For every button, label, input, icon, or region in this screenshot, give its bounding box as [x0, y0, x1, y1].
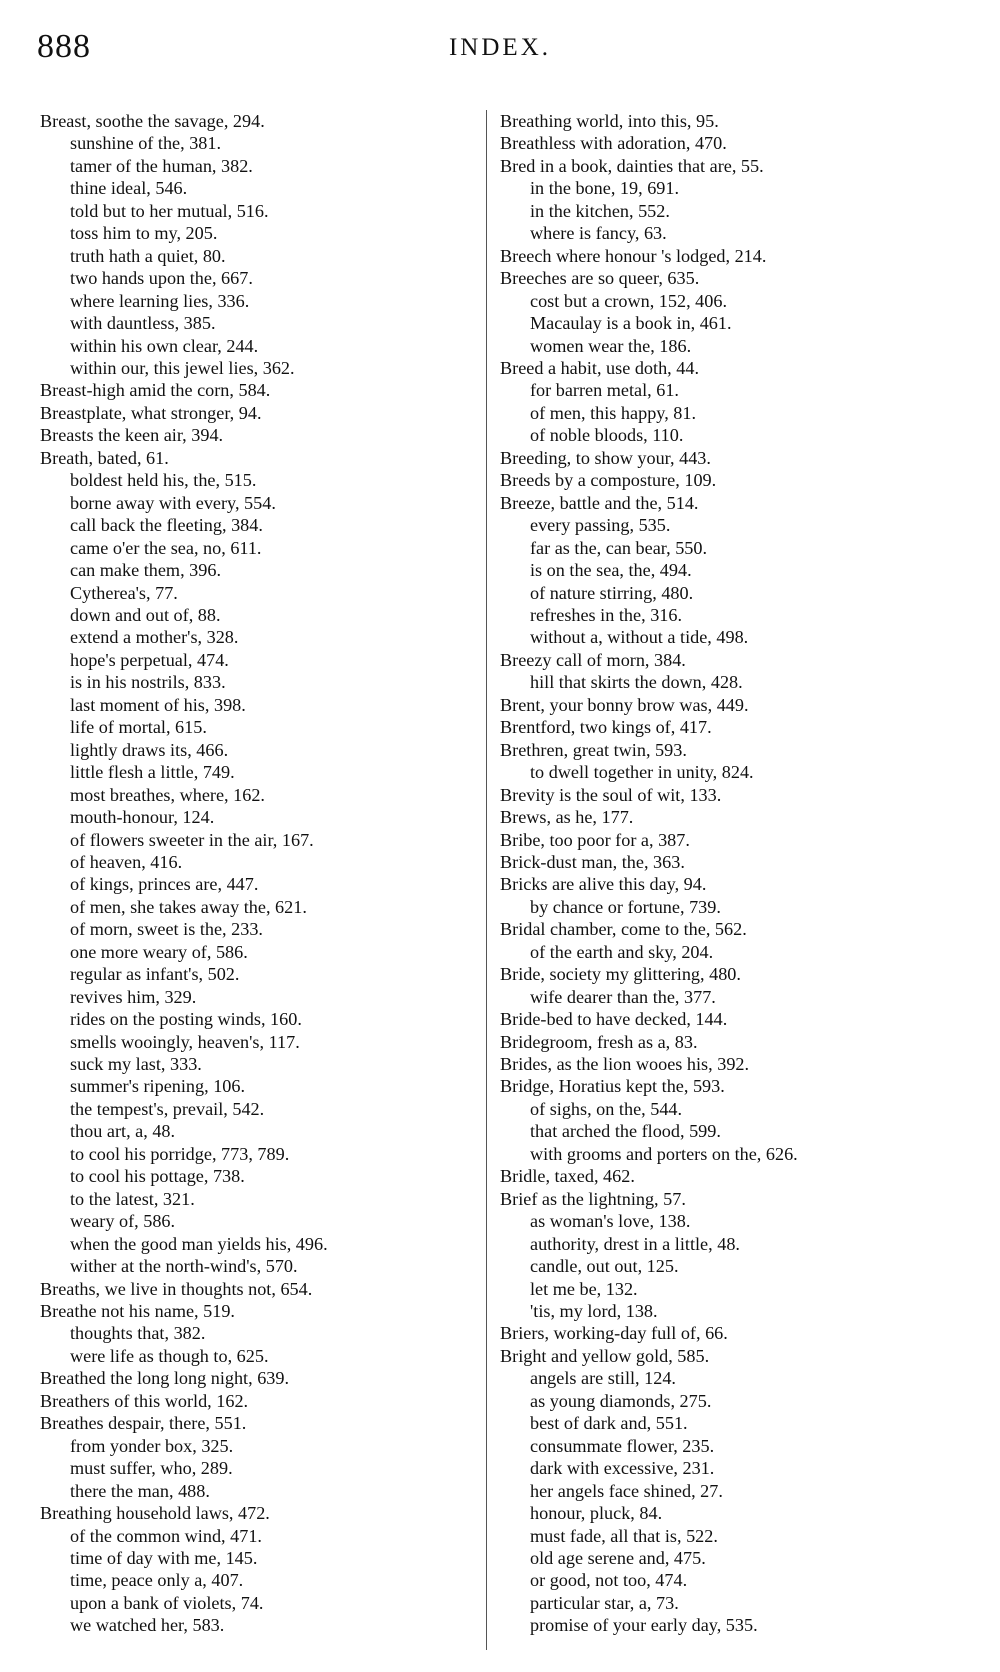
index-subentry: of heaven, 416. — [70, 851, 183, 872]
index-column-left — [40, 110, 470, 1637]
index-subentry: women wear the, 186. — [530, 335, 692, 356]
index-entry: Breeding, to show your, 443. — [500, 447, 711, 468]
index-subentry: weary of, 586. — [70, 1211, 176, 1232]
index-entry: Breathed the long long night, 639. — [40, 1368, 290, 1389]
index-entry: Brides, as the lion wooes his, 392. — [500, 1054, 750, 1075]
index-subentry: came o'er the sea, no, 611. — [70, 537, 262, 558]
index-subentry: of flowers sweeter in the air, 167. — [70, 829, 314, 850]
index-entry: Breaths, we live in thoughts not, 654. — [40, 1278, 313, 1299]
index-subentry: in the kitchen, 552. — [530, 200, 670, 221]
index-subentry: of kings, princes are, 447. — [70, 874, 259, 895]
index-subentry: revives him, 329. — [70, 986, 197, 1007]
index-subentry: lightly draws its, 466. — [70, 739, 229, 760]
index-subentry: in the bone, 19, 691. — [530, 178, 680, 199]
index-entry: Breeze, battle and the, 514. — [500, 492, 699, 513]
index-subentry: where learning lies, 336. — [70, 290, 250, 311]
index-subentry: refreshes in the, 316. — [530, 604, 683, 625]
index-entry: Bridge, Horatius kept the, 593. — [500, 1076, 725, 1097]
index-subentry: tamer of the human, 382. — [70, 155, 253, 176]
index-subentry: without a, without a tide, 498. — [530, 627, 749, 648]
index-entry: Breech where honour 's lodged, 214. — [500, 245, 767, 266]
index-subentry: for barren metal, 61. — [530, 380, 679, 401]
index-subentry: within his own clear, 244. — [70, 335, 259, 356]
index-entry: Brethren, great twin, 593. — [500, 739, 687, 760]
index-subentry: with dauntless, 385. — [70, 313, 216, 334]
index-entry: Brick-dust man, the, 363. — [500, 851, 685, 872]
index-subentry: hope's perpetual, 474. — [70, 649, 229, 670]
index-subentry: wither at the north-wind's, 570. — [70, 1256, 298, 1277]
index-subentry: authority, drest in a little, 48. — [530, 1233, 740, 1254]
index-subentry: candle, out out, 125. — [530, 1256, 679, 1277]
index-subentry: thoughts that, 382. — [70, 1323, 206, 1344]
index-subentry: where is fancy, 63. — [530, 223, 667, 244]
index-entry: Breast, soothe the savage, 294. — [40, 111, 265, 131]
index-entry: Breathing world, into this, 95. — [500, 111, 719, 131]
index-subentry: time of day with me, 145. — [70, 1548, 258, 1568]
index-subentry: last moment of his, 398. — [70, 694, 246, 715]
index-subentry: promise of your early day, 535. — [530, 1615, 758, 1636]
index-subentry: honour, pluck, 84. — [530, 1503, 663, 1524]
index-subentry: boldest held his, the, 515. — [70, 470, 257, 491]
index-subentry: by chance or fortune, 739. — [530, 896, 721, 917]
index-subentry: most breathes, where, 162. — [70, 784, 265, 805]
index-subentry: truth hath a quiet, 80. — [70, 245, 226, 266]
index-entry: Breasts the keen air, 394. — [40, 425, 224, 446]
page-number: 888 — [37, 28, 91, 65]
index-entry: Breathless with adoration, 470. — [500, 133, 727, 154]
index-entry: Brews, as he, 177. — [500, 807, 634, 828]
index-subentry: thou art, a, 48. — [70, 1121, 176, 1142]
index-entry: Breathes despair, there, 551. — [40, 1413, 247, 1434]
index-entry: Breeches are so queer, 635. — [500, 268, 700, 289]
index-subentry: Macaulay is a book in, 461. — [530, 313, 732, 334]
index-subentry: suck my last, 333. — [70, 1054, 202, 1075]
index-subentry: sunshine of the, 381. — [70, 133, 222, 154]
index-subentry: her angels face shined, 27. — [530, 1480, 723, 1501]
index-subentry: best of dark and, 551. — [530, 1413, 688, 1434]
index-subentry: two hands upon the, 667. — [70, 268, 253, 289]
index-subentry: told but to her mutual, 516. — [70, 200, 269, 221]
index-subentry: there the man, 488. — [70, 1480, 210, 1501]
index-entry: Bride-bed to have decked, 144. — [500, 1009, 728, 1030]
index-subentry: far as the, can bear, 550. — [530, 537, 708, 558]
page-title: INDEX. — [448, 34, 551, 61]
index-subentry: down and out of, 88. — [70, 604, 221, 625]
index-subentry: to the latest, 321. — [70, 1188, 195, 1209]
index-subentry: to cool his porridge, 773, 789. — [70, 1143, 290, 1164]
index-subentry: must suffer, who, 289. — [70, 1458, 233, 1479]
index-subentry: consummate flower, 235. — [530, 1435, 715, 1456]
index-subentry: of men, this happy, 81. — [530, 402, 697, 423]
index-subentry: or good, not too, 474. — [530, 1570, 688, 1591]
index-subentry: smells wooingly, heaven's, 117. — [70, 1031, 300, 1052]
index-subentry: hill that skirts the down, 428. — [530, 672, 743, 693]
index-subentry: with grooms and porters on the, 626. — [530, 1143, 798, 1164]
index-entry: Bred in a book, dainties that are, 55. — [500, 155, 764, 176]
index-subentry: of noble bloods, 110. — [530, 425, 684, 446]
index-entry: Brentford, two kings of, 417. — [500, 717, 712, 738]
index-subentry: little flesh a little, 749. — [70, 762, 235, 783]
index-subentry: Cytherea's, 77. — [70, 582, 178, 603]
index-subentry: mouth-honour, 124. — [70, 807, 215, 828]
index-subentry: extend a mother's, 328. — [70, 627, 239, 648]
index-column-right — [500, 110, 970, 1637]
index-subentry: must fade, all that is, 522. — [530, 1525, 718, 1546]
index-entry: Breed a habit, use doth, 44. — [500, 357, 700, 378]
index-subentry: of the earth and sky, 204. — [530, 941, 714, 962]
index-subentry: of the common wind, 471. — [70, 1525, 262, 1546]
index-subentry: is on the sea, the, 494. — [530, 560, 692, 581]
index-entry: Bribe, too poor for a, 387. — [500, 829, 690, 850]
index-subentry: upon a bank of violets, 74. — [70, 1592, 264, 1613]
index-subentry: particular star, a, 73. — [530, 1592, 679, 1613]
index-subentry: thine ideal, 546. — [70, 178, 188, 199]
index-subentry: toss him to my, 205. — [70, 223, 218, 244]
index-entry: Breast-high amid the corn, 584. — [40, 380, 271, 401]
index-subentry: to dwell together in unity, 824. — [530, 762, 754, 783]
index-subentry: time, peace only a, 407. — [70, 1570, 244, 1591]
index-entry: Brief as the lightning, 57. — [500, 1188, 686, 1209]
index-subentry: every passing, 535. — [530, 515, 671, 536]
index-entry: Bridegroom, fresh as a, 83. — [500, 1031, 698, 1052]
index-subentry: let me be, 132. — [530, 1278, 638, 1299]
index-subentry: wife dearer than the, 377. — [530, 986, 716, 1007]
index-entry: Breastplate, what stronger, 94. — [40, 402, 262, 423]
index-entry: Bricks are alive this day, 94. — [500, 874, 707, 895]
index-subentry: from yonder box, 325. — [70, 1435, 234, 1456]
index-entry: Breezy call of morn, 384. — [500, 649, 686, 670]
column-divider — [486, 110, 487, 1650]
index-subentry: borne away with every, 554. — [70, 492, 276, 513]
index-subentry: within our, this jewel lies, 362. — [70, 357, 295, 378]
index-subentry: regular as infant's, 502. — [70, 964, 240, 985]
index-subentry: summer's ripening, 106. — [70, 1076, 246, 1097]
index-subentry: of men, she takes away the, 621. — [70, 896, 307, 917]
index-subentry: that arched the flood, 599. — [530, 1121, 721, 1142]
index-subentry: is in his nostrils, 833. — [70, 672, 226, 693]
index-entry: Breathers of this world, 162. — [40, 1390, 249, 1411]
index-entry: Breeds by a composture, 109. — [500, 470, 717, 491]
index-entry: Brevity is the soul of wit, 133. — [500, 784, 722, 805]
index-subentry: of sighs, on the, 544. — [530, 1098, 683, 1119]
index-subentry: call back the fleeting, 384. — [70, 515, 263, 536]
index-subentry: as woman's love, 138. — [530, 1211, 691, 1232]
index-subentry: cost but a crown, 152, 406. — [530, 290, 727, 311]
index-subentry: when the good man yields his, 496. — [70, 1233, 328, 1254]
index-subentry: 'tis, my lord, 138. — [530, 1301, 658, 1322]
index-subentry: were life as though to, 625. — [70, 1345, 269, 1366]
index-subentry: to cool his pottage, 738. — [70, 1166, 245, 1187]
index-subentry: one more weary of, 586. — [70, 941, 248, 962]
index-entry: Briers, working-day full of, 66. — [500, 1323, 728, 1344]
index-entry: Breath, bated, 61. — [40, 447, 169, 468]
index-entry: Brent, your bonny brow was, 449. — [500, 694, 749, 715]
index-subentry: life of mortal, 615. — [70, 717, 207, 738]
index-subentry: the tempest's, prevail, 542. — [70, 1098, 265, 1119]
index-entry: Bright and yellow gold, 585. — [500, 1345, 710, 1366]
index-subentry: old age serene and, 475. — [530, 1548, 706, 1568]
index-subentry: of nature stirring, 480. — [530, 582, 694, 603]
index-subentry: of morn, sweet is the, 233. — [70, 919, 263, 940]
index-subentry: dark with excessive, 231. — [530, 1458, 715, 1479]
index-entry: Bridal chamber, come to the, 562. — [500, 919, 747, 940]
index-entry: Breathe not his name, 519. — [40, 1301, 235, 1322]
index-subentry: angels are still, 124. — [530, 1368, 676, 1389]
index-subentry: as young diamonds, 275. — [530, 1390, 712, 1411]
index-subentry: rides on the posting winds, 160. — [70, 1009, 302, 1030]
index-subentry: we watched her, 583. — [70, 1615, 225, 1636]
index-entry: Bride, society my glittering, 480. — [500, 964, 741, 985]
index-subentry: can make them, 396. — [70, 560, 222, 581]
index-entry: Breathing household laws, 472. — [40, 1503, 270, 1524]
index-entry: Bridle, taxed, 462. — [500, 1166, 635, 1187]
